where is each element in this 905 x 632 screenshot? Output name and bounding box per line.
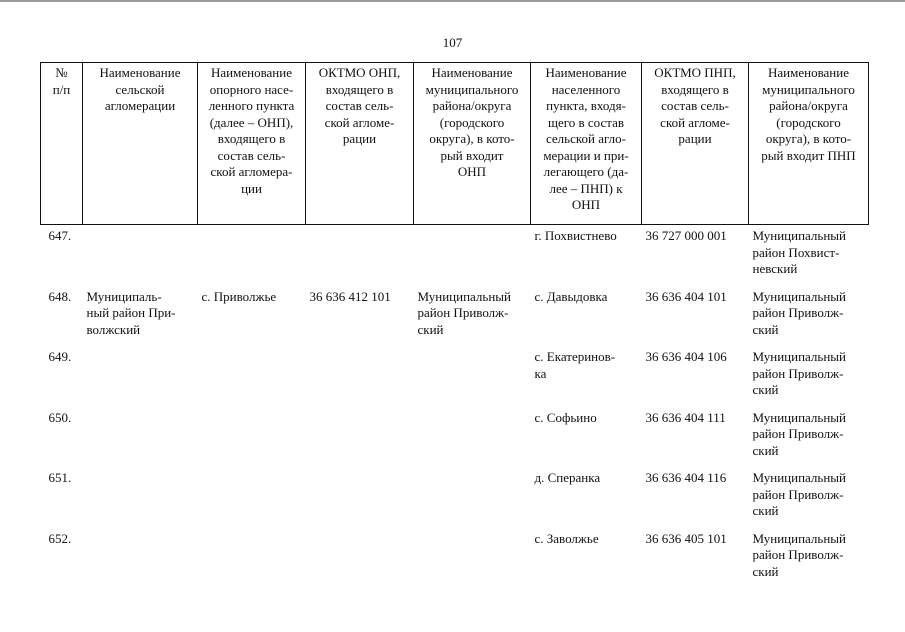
pnp-district-cell: Муниципальный район Приволж- ский [752, 288, 846, 337]
pnp-oktmo-cell: 36 636 404 106 [645, 349, 727, 364]
onp-oktmo-cell [306, 467, 414, 528]
table-row [41, 225, 869, 286]
onp-cell [198, 407, 306, 468]
onp-cell [198, 346, 306, 407]
table-row [41, 346, 869, 407]
page-number: 107 [442, 35, 463, 50]
onp-district-cell [414, 407, 531, 468]
row-number: 652. [48, 530, 72, 546]
onp-cell [198, 528, 306, 589]
column-header-pnp-district: Наименование муниципального района/округа (городского округа), в кото- рый входит ПНП [749, 63, 869, 225]
table-row [41, 286, 869, 347]
onp-cell [198, 225, 306, 286]
row-number: 649. [48, 349, 72, 364]
pnp-oktmo-cell: 36 636 404 101 [645, 288, 727, 304]
row-number: 648. [48, 288, 72, 304]
agglomeration-cell [83, 225, 198, 286]
table-header-row [41, 63, 869, 225]
row-number: 647. [48, 228, 72, 243]
onp-oktmo-cell [306, 407, 414, 468]
agglomeration-cell: Муниципаль- ный район При- волжский [86, 288, 176, 337]
onp-oktmo-cell [306, 528, 414, 589]
pnp-oktmo-cell: 36 636 405 101 [645, 530, 727, 546]
column-header-number: № п/п [41, 63, 83, 225]
agglomeration-cell [83, 346, 198, 407]
table-row [41, 407, 869, 468]
onp-cell [198, 467, 306, 528]
pnp-district-cell: Муниципальный район Приволж- ский [752, 409, 846, 458]
pnp-district-cell: Муниципальный район Приволж- ский [752, 470, 846, 518]
table-row [41, 528, 869, 589]
pnp-oktmo-cell: 36 636 404 116 [645, 470, 727, 485]
pnp-oktmo-cell: 36 727 000 001 [645, 228, 727, 243]
onp-oktmo-cell: 36 636 412 101 [309, 288, 391, 304]
onp-district-cell [414, 346, 531, 407]
agglomeration-cell [83, 528, 198, 589]
agglomeration-cell [83, 407, 198, 468]
pnp-oktmo-cell: 36 636 404 111 [645, 409, 726, 425]
pnp-cell: с. Заволжье [534, 530, 599, 546]
column-header-pnp-oktmo: ОКТМО ПНП, входящего в состав сель- ской агломе- рации [642, 63, 749, 225]
pnp-cell: г. Похвистнево [534, 228, 617, 243]
row-number: 650. [48, 409, 72, 425]
onp-district-cell: Муниципальный район Приволж- ский [417, 288, 511, 337]
column-header-onp: Наименование опорного насе- ленного пункта (далее – ОНП), входящего в состав сель- ской агломера- ции [198, 63, 306, 225]
pnp-cell: с. Екатеринов- ка [534, 349, 616, 381]
onp-oktmo-cell [306, 225, 414, 286]
column-header-onp-oktmo: ОКТМО ОНП, входящего в состав сель- ской агломе- рации [306, 63, 414, 225]
pnp-cell: д. Сперанка [534, 470, 601, 485]
onp-oktmo-cell [306, 346, 414, 407]
column-header-onp-district: Наименование муниципального района/округа (городского округа), в кото- рый входит ОНП [414, 63, 531, 225]
pnp-cell: с. Софьино [534, 409, 597, 425]
pnp-district-cell: Муниципальный район Приволж- ский [752, 530, 846, 579]
table-row [41, 467, 869, 528]
pnp-district-cell: Муниципальный район Приволж- ский [752, 349, 846, 397]
row-number: 651. [48, 470, 72, 485]
settlements-table [40, 62, 869, 588]
onp-district-cell [414, 225, 531, 286]
onp-district-cell [414, 528, 531, 589]
pnp-district-cell: Муниципальный район Похвист- невский [752, 228, 846, 276]
pnp-cell: с. Давыдовка [534, 288, 608, 304]
column-header-agglomeration: Наименование сельской агломерации [83, 63, 198, 225]
page-top-rule [0, 0, 905, 2]
onp-cell: с. Приволжье [201, 288, 277, 304]
table-body [41, 225, 869, 589]
onp-district-cell [414, 467, 531, 528]
column-header-pnp: Наименование населенного пункта, входя- щего в состав сельской агло- мерации и при- легающего (да- лее – ПНП) к ОНП [531, 63, 642, 225]
agglomeration-cell [83, 467, 198, 528]
